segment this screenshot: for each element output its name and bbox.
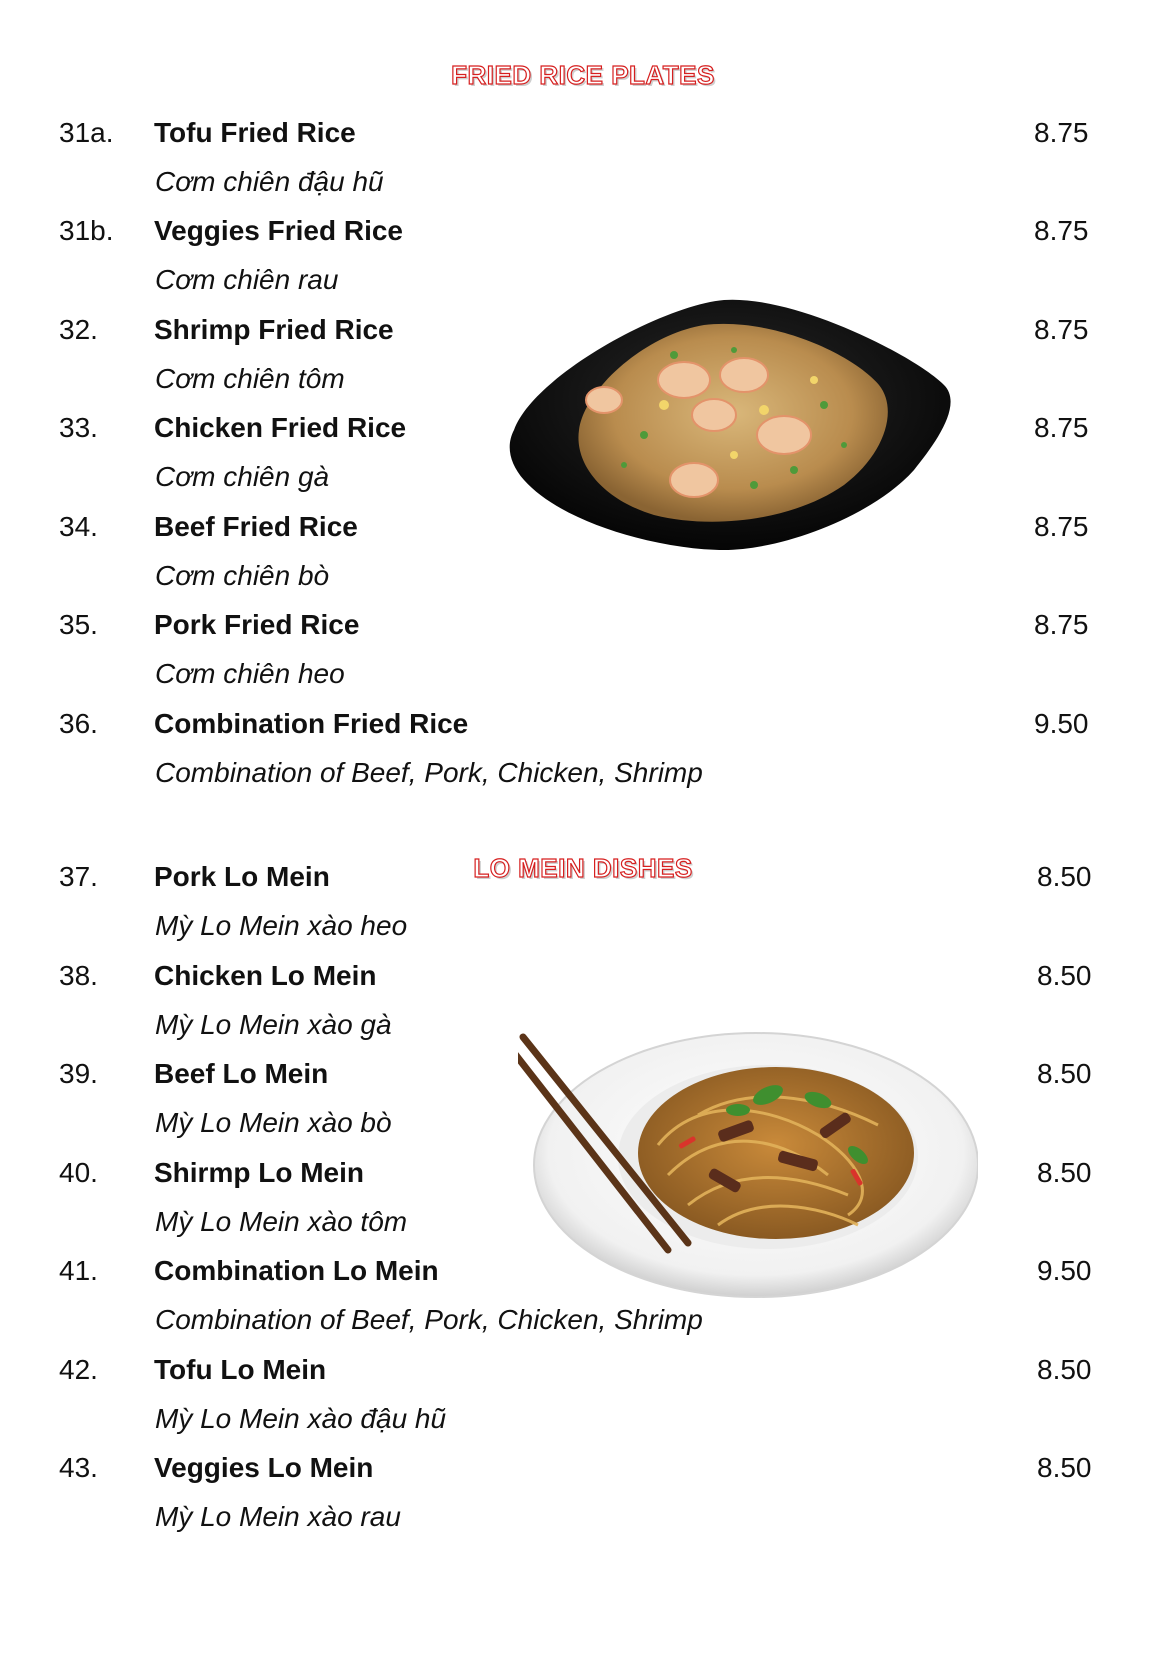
item-number: 40. [59, 1157, 98, 1188]
menu-item [0, 960, 1166, 1058]
section-title-lo-mein: LO MEIN DISHES [473, 853, 693, 883]
item-name: Shirmp Lo Mein [154, 1157, 364, 1188]
item-description: Cơm chiên bò [155, 560, 330, 591]
item-description: Cơm chiên gà [155, 461, 330, 492]
item-description: Cơm chiên đậu hũ [155, 166, 384, 197]
item-number: 38. [59, 960, 98, 991]
item-price: 8.75 [1034, 314, 1089, 345]
item-description: Combination of Beef, Pork, Chicken, Shrimp [155, 757, 703, 788]
item-description: Mỳ Lo Mein xào tôm [155, 1206, 408, 1237]
item-description: Cơm chiên heo [155, 658, 345, 689]
item-name: Veggies Lo Mein [154, 1452, 374, 1483]
item-number: 35. [59, 609, 98, 640]
item-number: 33. [59, 412, 98, 443]
item-name: Shrimp Fried Rice [154, 314, 394, 345]
item-name: Combination Lo Mein [154, 1255, 439, 1286]
menu-item [0, 1255, 1166, 1353]
menu-item [0, 314, 1166, 412]
item-description: Mỳ Lo Mein xào bò [155, 1107, 392, 1138]
item-number: 41. [59, 1255, 98, 1286]
item-price: 8.75 [1034, 215, 1089, 246]
item-description: Mỳ Lo Mein xào gà [155, 1009, 392, 1040]
item-number: 32. [59, 314, 98, 345]
item-price: 8.50 [1037, 1058, 1092, 1089]
menu-item [0, 1354, 1166, 1452]
menu-item [0, 609, 1166, 707]
item-name: Tofu Lo Mein [154, 1354, 327, 1385]
menu-item [0, 511, 1166, 609]
item-price: 8.50 [1037, 1452, 1092, 1483]
item-description: Mỳ Lo Mein xào đậu hũ [155, 1403, 447, 1434]
item-description: Mỳ Lo Mein xào heo [155, 910, 408, 941]
menu-item [0, 412, 1166, 510]
menu-item [0, 861, 1166, 959]
item-description: Cơm chiên tôm [155, 363, 345, 394]
item-description: Mỳ Lo Mein xào rau [155, 1501, 401, 1532]
item-number: 43. [59, 1452, 98, 1483]
item-price: 8.50 [1037, 1157, 1092, 1188]
item-name: Tofu Fried Rice [154, 117, 356, 148]
item-number: 39. [59, 1058, 98, 1089]
item-number: 31a. [59, 117, 114, 148]
item-name: Combination Fried Rice [154, 708, 469, 739]
item-number: 42. [59, 1354, 98, 1385]
item-price: 8.50 [1037, 861, 1092, 892]
item-name: Pork Lo Mein [154, 861, 330, 892]
item-price: 8.75 [1034, 117, 1089, 148]
item-description: Cơm chiên rau [155, 264, 339, 295]
item-name: Beef Lo Mein [154, 1058, 329, 1089]
section-title-fried-rice: FRIED RICE PLATES [451, 60, 715, 90]
item-number: 36. [59, 708, 98, 739]
item-price: 8.50 [1037, 960, 1092, 991]
item-name: Chicken Lo Mein [154, 960, 377, 991]
menu-item [0, 1157, 1166, 1255]
item-name: Veggies Fried Rice [154, 215, 403, 246]
item-number: 34. [59, 511, 98, 542]
item-number: 31b. [59, 215, 114, 246]
item-price: 9.50 [1034, 708, 1089, 739]
menu-item [0, 117, 1166, 215]
item-number: 37. [59, 861, 98, 892]
item-price: 8.75 [1034, 412, 1089, 443]
item-name: Chicken Fried Rice [154, 412, 407, 443]
item-price: 9.50 [1037, 1255, 1092, 1286]
menu-item [0, 1058, 1166, 1156]
item-name: Pork Fried Rice [154, 609, 360, 640]
item-description: Combination of Beef, Pork, Chicken, Shrimp [155, 1304, 703, 1335]
menu-item [0, 708, 1166, 806]
item-price: 8.50 [1037, 1354, 1092, 1385]
menu-item [0, 215, 1166, 313]
menu-item [0, 1452, 1166, 1550]
item-price: 8.75 [1034, 511, 1089, 542]
item-price: 8.75 [1034, 609, 1089, 640]
item-name: Beef Fried Rice [154, 511, 358, 542]
